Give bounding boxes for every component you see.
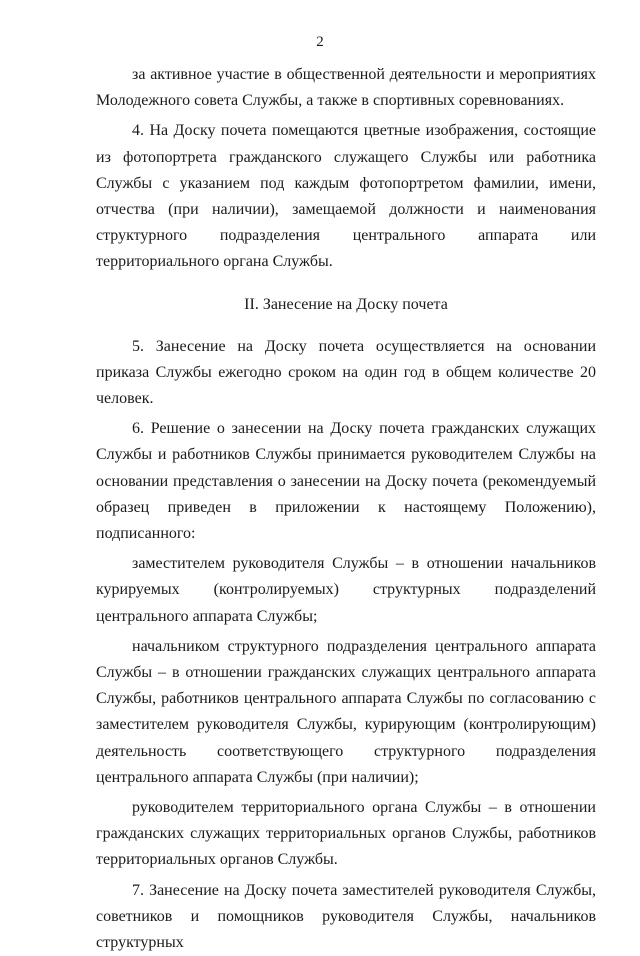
paragraph-deputy: заместителем руководителя Службы – в отношении начальников курируемых (контролируемых) структурных подразделений центрального аппарата Службы; xyxy=(96,555,596,625)
paragraph-continuation: за активное участие в общественной деятельности и мероприятиях Молодежного совета Службы, а также в спортивных соревнованиях. xyxy=(96,66,596,110)
page-number: 2 xyxy=(316,34,324,50)
paragraph-7: 7. Занесение на Доску почета заместителей руководителя Службы, советников и помощников руководителя Службы, начальников структурных xyxy=(96,881,596,952)
section-heading: II. Занесение на Доску почета xyxy=(244,295,448,313)
paragraph-4: 4. На Доску почета помещаются цветные изображения, состоящие из фотопортрета гражданского служащего Службы или работника Службы с указанием под каждым фотопортретом фамилии, имени, отчества (при наличии), замещаемой должности и наименования структурного подразделения центрального аппарата или территориального органа Службы. xyxy=(96,122,596,271)
paragraph-6: 6. Решение о занесении на Доску почета гражданских служащих Службы и работников Службы принимается руководителем Службы на основании представления о занесении на Доску почета (рекомендуемый образец приведен в приложении к настоящему Положению), подписанного: xyxy=(96,420,596,543)
paragraph-department-head: начальником структурного подразделения центрального аппарата Службы – в отношении гражданских служащих центрального аппарата Службы, работников центрального аппарата Службы по согласованию с заместителем руководителя Службы, курирующим (контролирующим) деятельность соответствующего структурного подразделения центрального аппарата Службы (при наличии); xyxy=(96,637,596,786)
document-body xyxy=(96,62,596,956)
paragraph-5: 5. Занесение на Доску почета осуществляется на основании приказа Службы ежегодно сроком на один год в общем количестве 20 человек. xyxy=(96,337,596,408)
paragraph-territorial-head: руководителем территориального органа Службы – в отношении гражданских служащих территориальных органов Службы, работников территориальных органов Службы. xyxy=(96,799,596,869)
